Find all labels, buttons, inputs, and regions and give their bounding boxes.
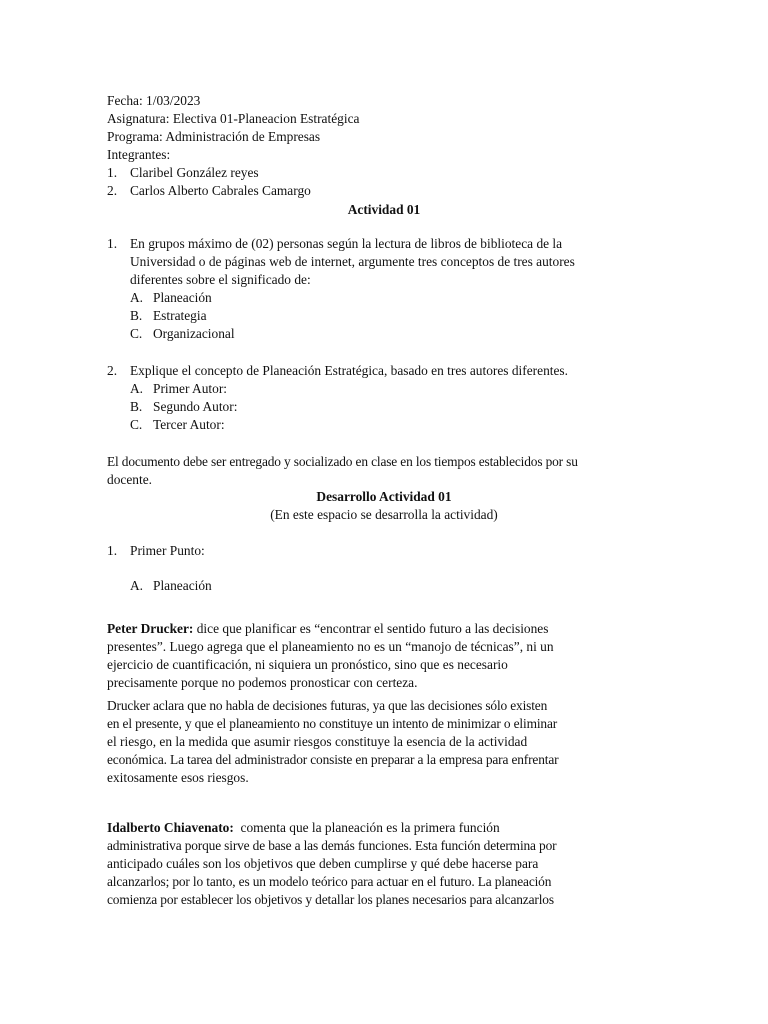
drucker-line: en el presente, y que el planeamiento no constituye un intento de minimizar o eliminar xyxy=(107,716,558,731)
option-text: Organizacional xyxy=(153,326,235,341)
question-line: Explique el concepto de Planeación Estratégica, basado en tres autores diferentes. xyxy=(130,363,568,378)
author-name: Idalberto Chiavenato: xyxy=(107,820,234,835)
option-letter: B. xyxy=(130,399,143,414)
question-line: En grupos máximo de (02) personas según la lectura de libros de biblioteca de la xyxy=(130,236,563,251)
chiavenato-line: alcanzarlos; por lo tanto, es un modelo teórico para actuar en el futuro. La planeación xyxy=(107,874,552,889)
option-letter: A. xyxy=(130,381,144,396)
drucker-line: precisamente porque no podemos pronosticar con certeza. xyxy=(107,675,418,690)
drucker-line: el riesgo, en la medida que asumir riesgos constituye la esencia de la actividad xyxy=(107,734,528,749)
option-letter: A. xyxy=(130,290,144,305)
fecha-line: Fecha: 1/03/2023 xyxy=(107,93,201,108)
option-text: Estrategia xyxy=(153,308,207,323)
option-text: Primer Autor: xyxy=(153,381,228,396)
author-name: Peter Drucker: xyxy=(107,621,194,636)
programa-line: Programa: Administración de Empresas xyxy=(107,129,321,144)
integrante-name: Claribel González reyes xyxy=(130,165,259,180)
note-line: docente. xyxy=(107,472,152,487)
asignatura-line: Asignatura: Electiva 01-Planeacion Estratégica xyxy=(107,111,360,126)
chiavenato-text: comenta que la planeación es la primera función xyxy=(233,820,500,835)
option-letter: B. xyxy=(130,308,143,323)
punto-number: 1. xyxy=(107,543,118,558)
question-line: Universidad o de páginas web de internet, argumente tres conceptos de tres autores xyxy=(130,254,575,269)
question-line: diferentes sobre el significado de: xyxy=(130,272,311,287)
drucker-line: Drucker aclara que no habla de decisiones futuras, ya que las decisiones sólo existen xyxy=(107,698,548,713)
question-number: 2. xyxy=(107,363,118,378)
drucker-line: presentes”. Luego agrega que el planeamiento no es un “manojo de técnicas”, ni un xyxy=(107,639,554,654)
drucker-line: exitosamente esos riesgos. xyxy=(107,770,249,785)
chiavenato-line: comienza por establecer los objetivos y detallar los planes necesarios para alcanzarlos xyxy=(107,892,554,907)
drucker-line: económica. La tarea del administrador consiste en preparar a la empresa para enfrentar xyxy=(107,752,559,767)
question-number: 1. xyxy=(107,236,118,251)
desarrollo-subtitle: (En este espacio se desarrolla la actividad) xyxy=(270,507,498,522)
drucker-text: dice que planificar es “encontrar el sentido futuro a las decisiones xyxy=(193,621,549,636)
desarrollo-title: Desarrollo Actividad 01 xyxy=(316,489,452,504)
integrantes-label: Integrantes: xyxy=(107,147,171,162)
option-letter: C. xyxy=(130,326,143,341)
chiavenato-line: administrativa porque sirve de base a las demás funciones. Esta función determina por xyxy=(107,838,557,853)
actividad-title: Actividad 01 xyxy=(347,202,421,217)
chiavenato-line: anticipado cuáles son los objetivos que deben cumplirse y qué debe hacerse para xyxy=(107,856,539,871)
drucker-line: ejercicio de cuantificación, ni siquiera un pronóstico, sino que es necesario xyxy=(107,657,508,672)
option-letter: C. xyxy=(130,417,143,432)
chiavenato-first-line xyxy=(107,819,500,836)
drucker-first-line xyxy=(107,620,548,637)
note-line: El documento debe ser entregado y socializado en clase en los tiempos establecidos por su xyxy=(107,454,578,469)
option-text: Tercer Autor: xyxy=(153,417,225,432)
option-text: Segundo Autor: xyxy=(153,399,238,414)
punto-label: Primer Punto: xyxy=(130,543,205,558)
sub-text: Planeación xyxy=(153,578,212,593)
integrante-number: 1. xyxy=(107,165,118,180)
integrante-name: Carlos Alberto Cabrales Camargo xyxy=(130,183,311,198)
option-text: Planeación xyxy=(153,290,212,305)
integrante-number: 2. xyxy=(107,183,118,198)
sub-letter: A. xyxy=(130,578,144,593)
